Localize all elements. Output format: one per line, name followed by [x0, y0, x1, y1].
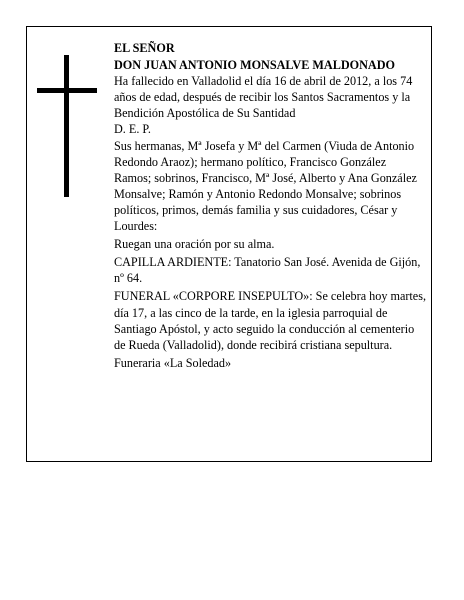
- rip-line: D. E. P.: [114, 122, 151, 137]
- deceased-name: DON JUAN ANTONIO MONSALVE MALDONADO: [114, 58, 396, 73]
- obituary-notice: [26, 26, 432, 462]
- cross-horizontal-bar: [37, 88, 97, 93]
- funeral-paragraph: FUNERAL «CORPORE INSEPULTO»: Se celebra hoy martes, día 17, a las cinco de la tarde, en la iglesia parroquial de Santiago Apóstol, y acto seguido la conducción al cementerio de Rueda (Valladolid), donde recibirá cristiana sepultura.: [114, 289, 427, 352]
- cross-icon: [37, 55, 97, 197]
- obituary-text: [114, 40, 426, 371]
- funeral-home-line: Funeraria «La Soledad»: [114, 355, 232, 370]
- heading: EL SEÑOR: [114, 41, 175, 55]
- family-paragraph: Sus hermanas, Mª Josefa y Mª del Carmen (Viuda de Antonio Redondo Araoz); hermano político, Francisco González Ramos; sobrinos, Francisco, Mª José, Alberto y Ana González Monsalve; Ramón y Antonio Redondo Monsalve; sobrinos políticos, primos, demás familia y sus cuidadores, César y Lourdes:: [114, 138, 417, 234]
- chapel-paragraph: CAPILLA ARDIENTE: Tanatorio San José. Avenida de Gijón, nº 64.: [114, 255, 421, 286]
- cross-vertical-bar: [64, 55, 69, 197]
- prayer-line: Ruegan una oración por su alma.: [114, 237, 275, 252]
- death-paragraph: Ha fallecido en Valladolid el día 16 de abril de 2012, a los 74 años de edad, después de recibir los Santos Sacramentos y la Bendición Apostólica de Su Santidad: [114, 74, 413, 121]
